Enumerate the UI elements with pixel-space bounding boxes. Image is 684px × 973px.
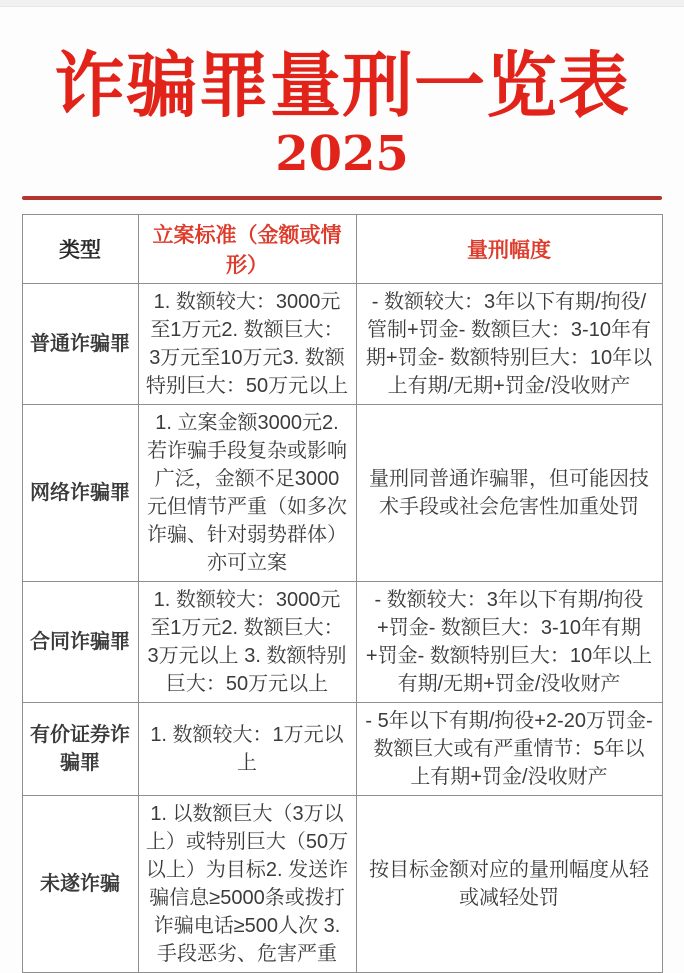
row-sentencing-range: - 5年以下有期/拘役+2-20万罚金- 数额巨大或有严重情节：5年以上有期+罚金/没收财产 xyxy=(356,702,662,795)
row-type-label: 有价证券诈骗罪 xyxy=(22,702,138,795)
row-sentencing-range: 量刑同普通诈骗罪，但可能因技术手段或社会危害性加重处罚 xyxy=(356,404,662,581)
row-filing-standard: 1. 以数额巨大（3万以上）或特别巨大（50万以上）为目标2. 发送诈骗信息≥5000条或拨打诈骗电话≥500人次 3. 手段恶劣、危害严重 xyxy=(138,795,356,972)
column-header-type: 类型 xyxy=(22,214,138,283)
row-filing-standard: 1. 数额较大：3000元至1万元2. 数额巨大：3万元以上 3. 数额特别巨大：50万元以上 xyxy=(138,581,356,702)
column-header-filing-standard: 立案标准（金额或情形） xyxy=(138,214,356,283)
table-row-attempted-fraud xyxy=(22,795,662,972)
row-type-label: 网络诈骗罪 xyxy=(22,404,138,581)
row-type-label: 未遂诈骗 xyxy=(22,795,138,972)
row-sentencing-range: - 数额较大：3年以下有期/拘役+罚金- 数额巨大：3-10年有期+罚金- 数额特别巨大：10年以上有期/无期+罚金/没收财产 xyxy=(356,581,662,702)
table-row-securities-fraud xyxy=(22,702,662,795)
row-type-label: 普通诈骗罪 xyxy=(22,283,138,404)
sentencing-table xyxy=(22,214,663,973)
table-row-ordinary-fraud xyxy=(22,283,662,404)
row-filing-standard: 1. 立案金额3000元2. 若诈骗手段复杂或影响广泛，金额不足3000元但情节严重（如多次诈骗、针对弱势群体）亦可立案 xyxy=(138,404,356,581)
row-type-label: 合同诈骗罪 xyxy=(22,581,138,702)
top-strip xyxy=(0,0,684,7)
table-header-row xyxy=(22,214,662,283)
row-filing-standard: 1. 数额较大：3000元至1万元2. 数额巨大：3万元至10万元3. 数额特别巨大：50万元以上 xyxy=(138,283,356,404)
table-row-contract-fraud xyxy=(22,581,662,702)
column-header-sentencing-range: 量刑幅度 xyxy=(356,214,662,283)
page-title: 诈骗罪量刑一览表 xyxy=(53,43,630,127)
row-sentencing-range: - 数额较大：3年以下有期/拘役/管制+罚金- 数额巨大：3-10年有期+罚金- 数额特别巨大：10年以上有期/无期+罚金/没收财产 xyxy=(356,283,662,404)
row-sentencing-range: 按目标金额对应的量刑幅度从轻或减轻处罚 xyxy=(356,795,662,972)
row-filing-standard: 1. 数额较大：1万元以上 xyxy=(138,702,356,795)
table-row-online-fraud xyxy=(22,404,662,581)
divider-rule xyxy=(22,196,662,200)
year-subtitle: 2025 xyxy=(275,126,409,183)
